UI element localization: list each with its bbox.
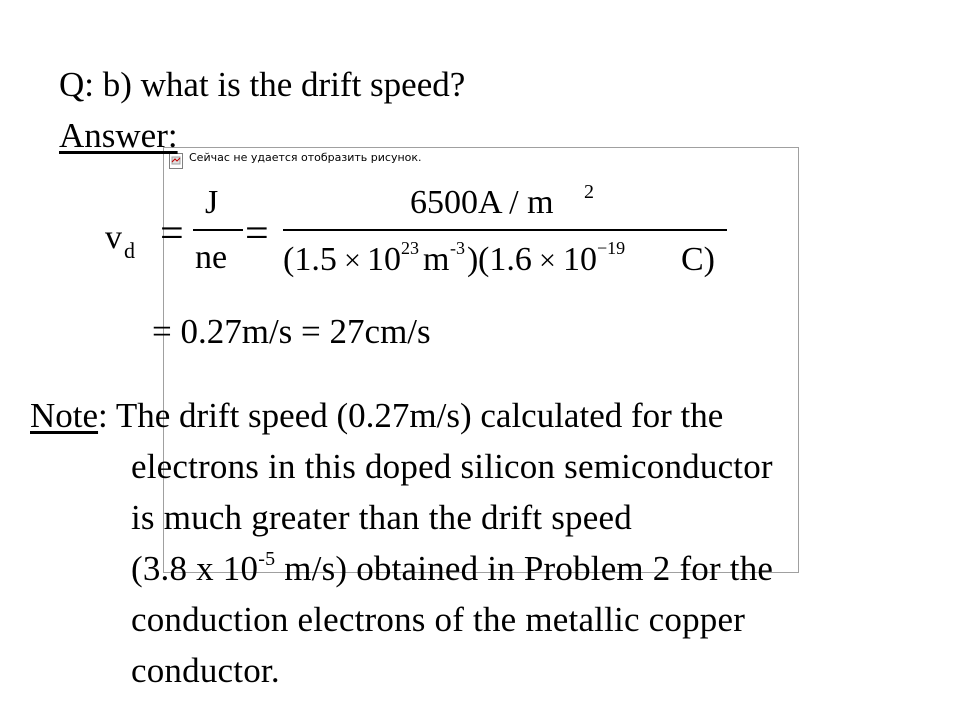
note-line-4 [131,543,773,594]
formula-equals-2: = [245,211,269,257]
question-text: Q: b) what is the drift speed? [59,65,466,104]
formula-den-times1: × [344,244,361,277]
formula-den-open2: (1.6 [478,241,532,278]
formula-den-pow-base2: 10 [563,241,597,278]
note-line-4-sup: -5 [258,548,276,570]
note-line-1: : The drift speed (0.27m/s) calculated for the [98,396,724,435]
drift-speed-formula [105,180,745,290]
formula-den-close1: ) [467,241,479,278]
formula-den-unit1: m [423,241,450,278]
formula-frac1-num: J [205,184,219,221]
note-line-3: is much greater than the drift speed [131,498,632,537]
formula-frac1-den: ne [195,239,228,276]
formula-den-pow-exp1: 23 [401,238,419,258]
result-text: = 0.27m/s = 27cm/s [152,312,431,351]
note-line-5: conduction electrons of the metallic copper [131,600,746,639]
formula-den-pow-base1: 10 [367,241,401,278]
formula-frac2-num-sup: 2 [584,181,594,203]
formula-frac2-num: 6500A / m [410,184,554,221]
formula-lhs-sub: d [124,238,135,263]
note-line-4-post: m/s) obtained in Problem 2 for the [275,549,774,588]
note-line-6: conductor. [131,651,280,690]
formula-equals-1: = [160,211,184,257]
formula-den-unit2: C) [681,241,715,278]
formula-den-pow-exp2: −19 [597,238,626,258]
note-first-line [30,390,723,441]
note-line-4-pre: (3.8 x 10 [131,549,259,588]
formula-den-times2: × [539,244,556,277]
note-line-2: electrons in this doped silicon semiconductor [131,447,773,486]
formula-den-open1: (1.5 [283,241,337,278]
note-label: Note [30,396,99,435]
answer-label: Answer: [59,116,178,155]
formula-lhs-v: v [105,219,122,256]
broken-image-alt-text: Сейчас не удается отобразить рисунок. [189,151,422,164]
formula-den-unit1-exp: -3 [450,238,465,258]
